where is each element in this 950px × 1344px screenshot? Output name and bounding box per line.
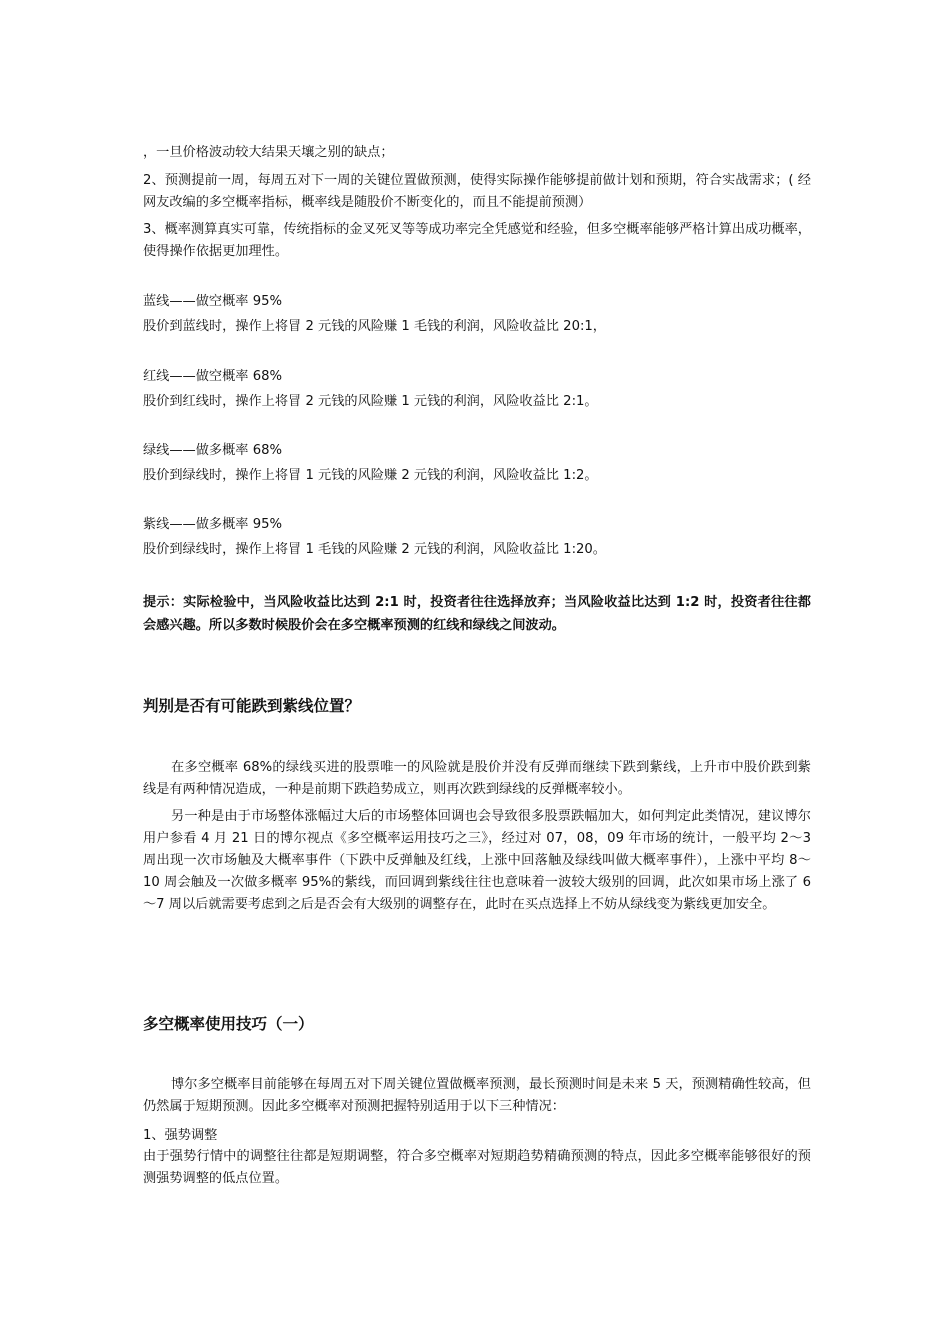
section-heading-purple-line: 判别是否有可能跌到紫线位置？ bbox=[143, 697, 361, 715]
purple-line-desc: 股价到绿线时，操作上将冒 1 毛钱的风险赚 2 元钱的利润，风险收益比 1:20。 bbox=[143, 542, 606, 557]
section2-item-1-title: 1、强势调整 bbox=[143, 1128, 218, 1143]
section1-paragraph-1: 在多空概率 68%的绿线买进的股票唯一的风险就是股价并没有反弹而继续下跌到紫线，上升市中股价跌到紫线是有两种情况造成，一种是前期下跌趋势成立，则再次跌到绿线的反弹概率较小。 bbox=[143, 760, 811, 797]
blue-line-desc: 股价到蓝线时，操作上将冒 2 元钱的风险赚 1 毛钱的利润，风险收益比 20:1， bbox=[143, 319, 606, 334]
tip-note: 提示：实际检验中，当风险收益比达到 2:1 时，投资者往往选择放弃；当风险收益比达到 1:2 时，投资者往往都会感兴趣。所以多数时候股价会在多空概率预测的红线和绿线之间波动。 bbox=[143, 595, 811, 633]
green-line-desc: 股价到绿线时，操作上将冒 1 元钱的风险赚 2 元钱的利润，风险收益比 1:2。 bbox=[143, 468, 598, 483]
red-line-desc: 股价到红线时，操作上将冒 2 元钱的风险赚 1 元钱的利润，风险收益比 2:1。 bbox=[143, 394, 598, 409]
intro-point-3: 3、概率测算真实可靠，传统指标的金叉死叉等等成功率完全凭感觉和经验，但多空概率能够严格计算出成功概率，使得操作依据更加理性。 bbox=[143, 222, 811, 259]
purple-line-title: 紫线——做多概率 95% bbox=[143, 517, 283, 532]
green-line-title: 绿线——做多概率 68% bbox=[143, 443, 283, 458]
section2-paragraph-1: 博尔多空概率目前能够在每周五对下周关键位置做概率预测，最长预测时间是未来 5 天，预测精确性较高，但仍然属于短期预测。因此多空概率对预测把握特别适用于以下三种情况： bbox=[143, 1077, 811, 1114]
section1-paragraph-2: 另一种是由于市场整体涨幅过大后的市场整体回调也会导致很多股票跌幅加大，如何判定此类情况，建议博尔用户参看 4 月 21 日的博尔视点《多空概率运用技巧之三》，经过对 07，08，09 年市场的统计，一般平均 2～3 周出现一次市场触及大概率事件（下跌中反弹触及红线，上涨中回落触及绿线叫做大概率事件），上涨中平均 8～10 周会触及一次做多概率 95%的紫线，而回调到紫线往往也意味着一波较大级别的回调，此次如果市场上涨了 6～7 周以后就需要考虑到之后是否会有大级别的调整存在，此时在买点选择上不妨从绿线变为紫线更加安全。 bbox=[143, 809, 811, 912]
section-heading-tips-one: 多空概率使用技巧（一） bbox=[143, 1015, 314, 1033]
intro-point-2: 2、预测提前一周，每周五对下一周的关键位置做预测，使得实际操作能够提前做计划和预期，符合实战需求；( 经网友改编的多空概率指标，概率线是随股价不断变化的，而且不能提前预测） bbox=[143, 173, 811, 210]
section2-item-1-desc: 由于强势行情中的调整往往都是短期调整，符合多空概率对短期趋势精确预测的特点，因此多空概率能够很好的预测强势调整的低点位置。 bbox=[143, 1149, 811, 1186]
blue-line-title: 蓝线——做空概率 95% bbox=[143, 294, 283, 309]
intro-line: ，一旦价格波动较大结果天壤之别的缺点； bbox=[143, 145, 394, 160]
red-line-title: 红线——做空概率 68% bbox=[143, 369, 283, 384]
